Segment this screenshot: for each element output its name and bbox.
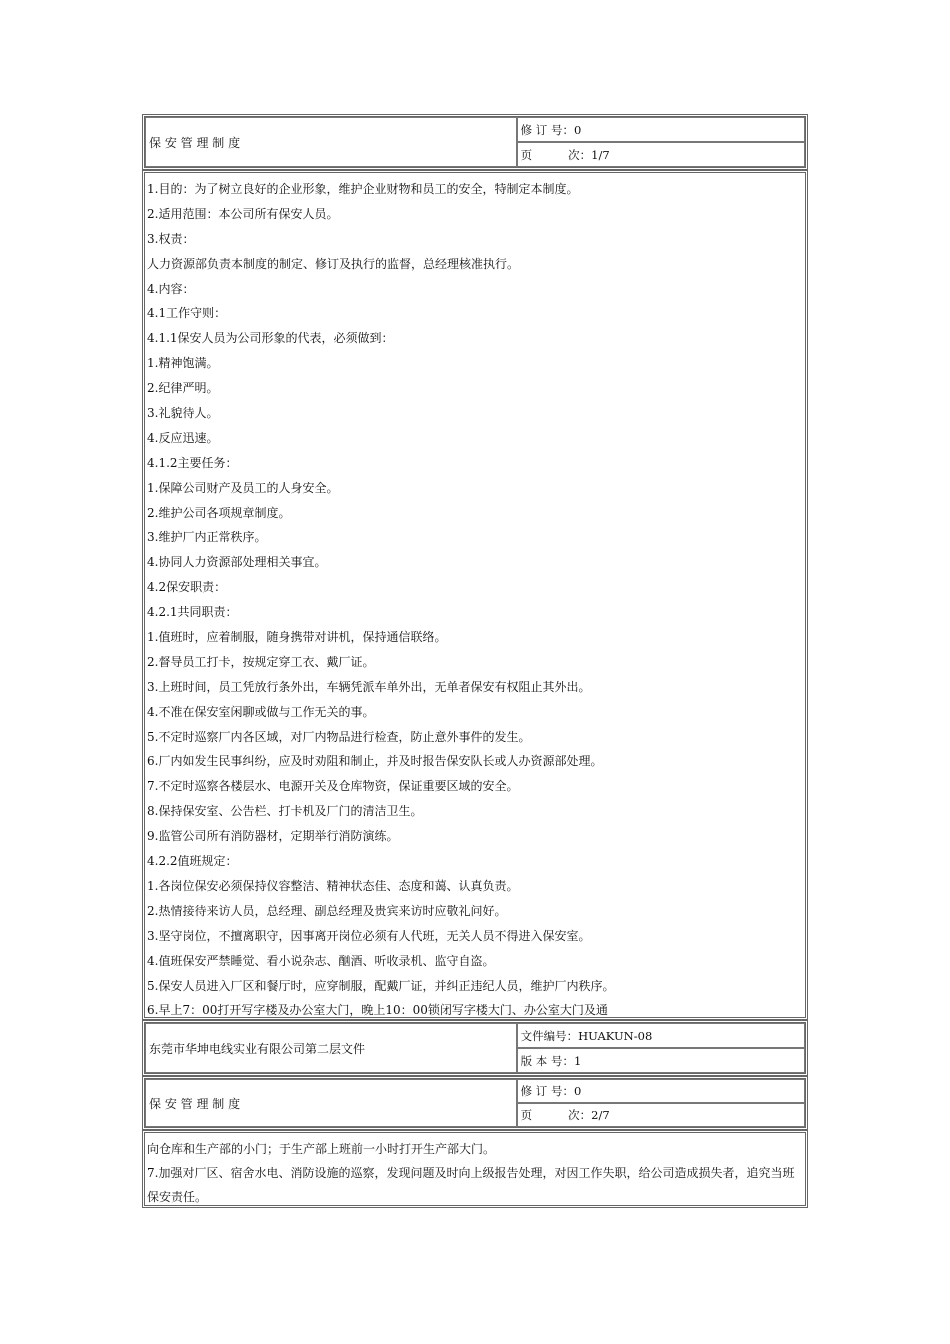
page1-title-text: 保 安 管 理 制 度 <box>149 135 241 150</box>
page2-title-text: 保 安 管 理 制 度 <box>149 1096 241 1111</box>
content-line: 8.保持保安室、公告栏、打卡机及厂门的清洁卫生。 <box>147 804 423 819</box>
content-line: 向仓库和生产部的小门；于生产部上班前一小时打开生产部大门。 <box>147 1142 496 1156</box>
page2-content <box>142 1130 808 1208</box>
page1-title <box>145 117 517 167</box>
content-line: 7.不定时巡察各楼层水、电源开关及仓库物资，保证重要区域的安全。 <box>147 779 519 794</box>
page1-header-table <box>142 114 808 170</box>
page2-page-value: 次：2/7 <box>568 1108 610 1122</box>
content-line: 4.1.1保安人员为公司形象的代表，必须做到： <box>147 331 394 346</box>
content-line: 4.2保安职责： <box>147 580 227 595</box>
content-line: 4.内容： <box>147 281 195 296</box>
content-line: 2.适用范围：本公司所有保安人员。 <box>147 206 339 221</box>
document-meta <box>517 1023 805 1073</box>
content-line: 6.早上7：00打开写字楼及办公室大门，晚上10：00锁闭写字楼大门、办公室大门及通 <box>147 1003 608 1018</box>
document-number: 文件编号：HUAKUN-08 <box>517 1023 805 1048</box>
content-line: 4.反应迅速。 <box>147 430 219 445</box>
content-line: 1.保障公司财产及员工的人身安全。 <box>147 480 339 495</box>
page1-revision: 修 订 号：0 <box>517 117 805 142</box>
content-line: 人力资源部负责本制度的制定、修订及执行的监督，总经理核准执行。 <box>147 256 520 271</box>
content-line: 7.加强对厂区、宿舍水电、消防设施的巡察，发现问题及时向上级报告处理，对因工作失职，给公司造成损失者，追究当班保安责任。 <box>147 1166 795 1204</box>
page1-meta <box>517 117 805 167</box>
content-line: 1.各岗位保安必须保持仪容整洁、精神状态佳、态度和蔼、认真负责。 <box>147 878 519 893</box>
page2-revision: 修 订 号：0 <box>517 1079 805 1103</box>
page1-page-number <box>517 142 805 167</box>
company-name-text: 东莞市华坤电线实业有限公司第二层文件 <box>149 1041 366 1056</box>
content-line: 4.1.2主要任务： <box>147 455 238 470</box>
content-line: 5.保安人员进入厂区和餐厅时，应穿制服，配戴厂证，并纠正违纪人员，维护厂内秩序。 <box>147 978 615 993</box>
content-line: 2.督导员工打卡，按规定穿工衣、戴厂证。 <box>147 654 375 669</box>
content-line: 4.2.1共同职责： <box>147 605 238 620</box>
content-line: 3.权责： <box>147 231 195 246</box>
page2-header-table <box>142 1076 808 1130</box>
page2-title <box>145 1079 517 1127</box>
content-line: 1.值班时，应着制服，随身携带对讲机，保持通信联络。 <box>147 630 447 645</box>
company-name <box>145 1023 517 1073</box>
content-line: 3.维护厂内正常秩序。 <box>147 530 267 545</box>
content-line: 1.目的：为了树立良好的企业形象，维护企业财物和员工的安全，特制定本制度。 <box>147 182 579 196</box>
content-line: 3.上班时间，员工凭放行条外出，车辆凭派车单外出，无单者保安有权阻止其外出。 <box>147 679 591 694</box>
page2-company-header <box>142 1020 808 1076</box>
content-line: 6.厂内如发生民事纠纷，应及时劝阻和制止，并及时报告保安队长或人办资源部处理。 <box>147 754 603 769</box>
content-line: 5.不定时巡察厂内各区域，对厂内物品进行检查，防止意外事件的发生。 <box>147 729 531 744</box>
content-line: 2.热情接待来访人员，总经理、副总经理及贵宾来访时应敬礼问好。 <box>147 903 507 918</box>
version-number: 版 本 号：1 <box>517 1048 805 1073</box>
page2-page-number <box>517 1103 805 1127</box>
content-line: 4.2.2值班规定： <box>147 854 238 869</box>
page1-page-value: 次：1/7 <box>568 147 610 162</box>
content-line: 2.维护公司各项规章制度。 <box>147 505 291 520</box>
page1-page-label: 页 <box>520 147 533 162</box>
content-line: 9.监管公司所有消防器材，定期举行消防演练。 <box>147 829 399 844</box>
content-line: 4.1工作守则： <box>147 306 227 321</box>
page1-content <box>142 170 808 1020</box>
content-line: 4.不准在保安室闲聊或做与工作无关的事。 <box>147 704 375 719</box>
page2-meta <box>517 1079 805 1127</box>
content-line: 4.值班保安严禁睡觉、看小说杂志、酗酒、听收录机、监守自盗。 <box>147 953 495 968</box>
page1-lines <box>147 177 803 1023</box>
content-line: 3.礼貌待人。 <box>147 406 219 421</box>
content-line: 3.坚守岗位，不擅离职守，因事离开岗位必须有人代班，无关人员不得进入保安室。 <box>147 928 591 943</box>
content-line: 1.精神饱满。 <box>147 356 219 371</box>
page2-page-label: 页 <box>520 1108 533 1122</box>
content-line: 2.纪律严明。 <box>147 381 219 396</box>
content-line: 4.协同人力资源部处理相关事宜。 <box>147 555 327 570</box>
page2-lines <box>147 1137 803 1209</box>
